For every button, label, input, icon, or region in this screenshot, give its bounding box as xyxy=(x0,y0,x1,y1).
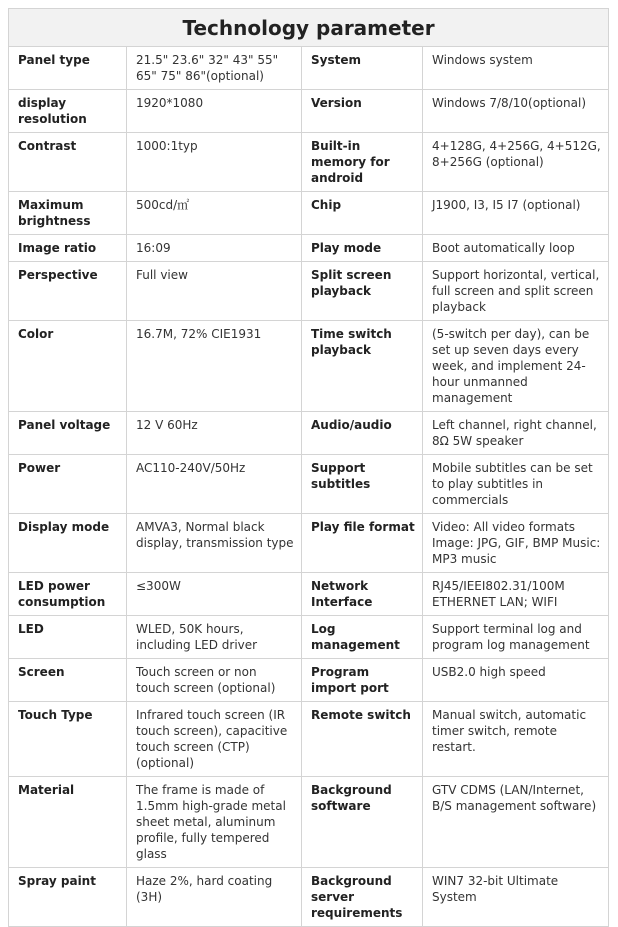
param-value-cell: Haze 2%, hard coating (3H) xyxy=(127,868,302,927)
param-value-cell: WIN7 32-bit Ultimate System xyxy=(423,868,609,927)
param-value-cell: J1900, I3, I5 I7 (optional) xyxy=(423,192,609,235)
param-name-cell: Background server requirements xyxy=(302,868,423,927)
param-value-cell: ≤300W xyxy=(127,573,302,616)
param-value-cell: WLED, 50K hours, including LED driver xyxy=(127,616,302,659)
param-name-cell: Material xyxy=(9,777,127,868)
param-value-cell: The frame is made of 1.5mm high-grade metal sheet metal, aluminum profile, fully tempered glass xyxy=(127,777,302,868)
param-name-cell: Split screen playback xyxy=(302,262,423,321)
table-row xyxy=(9,868,609,927)
param-value-cell: 21.5" 23.6" 32" 43" 55" 65" 75" 86"(optional) xyxy=(127,47,302,90)
param-value-cell: AMVA3, Normal black display, transmission type xyxy=(127,514,302,573)
param-name-cell: Log management xyxy=(302,616,423,659)
param-name-cell: Background software xyxy=(302,777,423,868)
param-value-cell: Full view xyxy=(127,262,302,321)
param-name-cell: Program import port xyxy=(302,659,423,702)
param-value-cell: Support horizontal, vertical, full screen and split screen playback xyxy=(423,262,609,321)
table-body xyxy=(9,47,609,927)
param-value-cell: Support terminal log and program log management xyxy=(423,616,609,659)
table-row xyxy=(9,455,609,514)
param-value-cell: GTV CDMS (LAN/Internet, B/S management software) xyxy=(423,777,609,868)
param-name-cell: Chip xyxy=(302,192,423,235)
param-value-cell: Windows 7/8/10(optional) xyxy=(423,90,609,133)
param-value-cell: 16.7M, 72% CIE1931 xyxy=(127,321,302,412)
technology-parameter-table xyxy=(8,8,609,927)
param-value-cell: 1920*1080 xyxy=(127,90,302,133)
table-row xyxy=(9,192,609,235)
table-row xyxy=(9,659,609,702)
parameter-table-container xyxy=(8,8,608,927)
param-value-cell: AC110-240V/50Hz xyxy=(127,455,302,514)
table-row xyxy=(9,777,609,868)
param-name-cell: Audio/audio xyxy=(302,412,423,455)
param-name-cell: Network Interface xyxy=(302,573,423,616)
param-value-cell: Touch screen or non touch screen (optional) xyxy=(127,659,302,702)
param-value-cell: 1000:1typ xyxy=(127,133,302,192)
param-value-cell: 12 V 60Hz xyxy=(127,412,302,455)
param-name-cell: Remote switch xyxy=(302,702,423,777)
table-row xyxy=(9,262,609,321)
param-value-cell: Windows system xyxy=(423,47,609,90)
table-row xyxy=(9,133,609,192)
param-name-cell: Power xyxy=(9,455,127,514)
param-value-cell: Infrared touch screen (IR touch screen), capacitive touch screen (CTP) (optional) xyxy=(127,702,302,777)
param-name-cell: Image ratio xyxy=(9,235,127,262)
param-name-cell: display resolution xyxy=(9,90,127,133)
param-name-cell: Screen xyxy=(9,659,127,702)
param-value-cell: USB2.0 high speed xyxy=(423,659,609,702)
table-row xyxy=(9,321,609,412)
param-name-cell: Time switch playback xyxy=(302,321,423,412)
table-row xyxy=(9,573,609,616)
param-name-cell: System xyxy=(302,47,423,90)
param-name-cell: Panel voltage xyxy=(9,412,127,455)
table-row xyxy=(9,702,609,777)
param-name-cell: Play mode xyxy=(302,235,423,262)
param-value-cell: (5-switch per day), can be set up seven days every week, and implement 24-hour unmanned management xyxy=(423,321,609,412)
param-name-cell: LED power consumption xyxy=(9,573,127,616)
table-row xyxy=(9,90,609,133)
table-row xyxy=(9,235,609,262)
param-name-cell: Spray paint xyxy=(9,868,127,927)
param-value-cell: Mobile subtitles can be set to play subtitles in commercials xyxy=(423,455,609,514)
param-value-cell: 500cd/㎡ xyxy=(127,192,302,235)
table-row xyxy=(9,47,609,90)
param-name-cell: Support subtitles xyxy=(302,455,423,514)
param-value-cell: Boot automatically loop xyxy=(423,235,609,262)
param-name-cell: LED xyxy=(9,616,127,659)
table-row xyxy=(9,616,609,659)
param-value-cell: 4+128G, 4+256G, 4+512G, 8+256G (optional) xyxy=(423,133,609,192)
param-value-cell: Left channel, right channel, 8Ω 5W speaker xyxy=(423,412,609,455)
param-name-cell: Contrast xyxy=(9,133,127,192)
table-title-row xyxy=(9,9,609,47)
param-value-cell: RJ45/IEEI802.31/100M ETHERNET LAN; WIFI xyxy=(423,573,609,616)
param-name-cell: Maximum brightness xyxy=(9,192,127,235)
param-name-cell: Panel type xyxy=(9,47,127,90)
table-row xyxy=(9,514,609,573)
param-value-cell: Manual switch, automatic timer switch, remote restart. xyxy=(423,702,609,777)
param-name-cell: Color xyxy=(9,321,127,412)
param-name-cell: Version xyxy=(302,90,423,133)
param-name-cell: Play file format xyxy=(302,514,423,573)
param-name-cell: Touch Type xyxy=(9,702,127,777)
param-value-cell: 16:09 xyxy=(127,235,302,262)
param-name-cell: Built-in memory for android xyxy=(302,133,423,192)
table-title: Technology parameter xyxy=(9,9,609,47)
param-value-cell: Video: All video formats Image: JPG, GIF, BMP Music: MP3 music xyxy=(423,514,609,573)
param-name-cell: Perspective xyxy=(9,262,127,321)
table-row xyxy=(9,412,609,455)
param-name-cell: Display mode xyxy=(9,514,127,573)
